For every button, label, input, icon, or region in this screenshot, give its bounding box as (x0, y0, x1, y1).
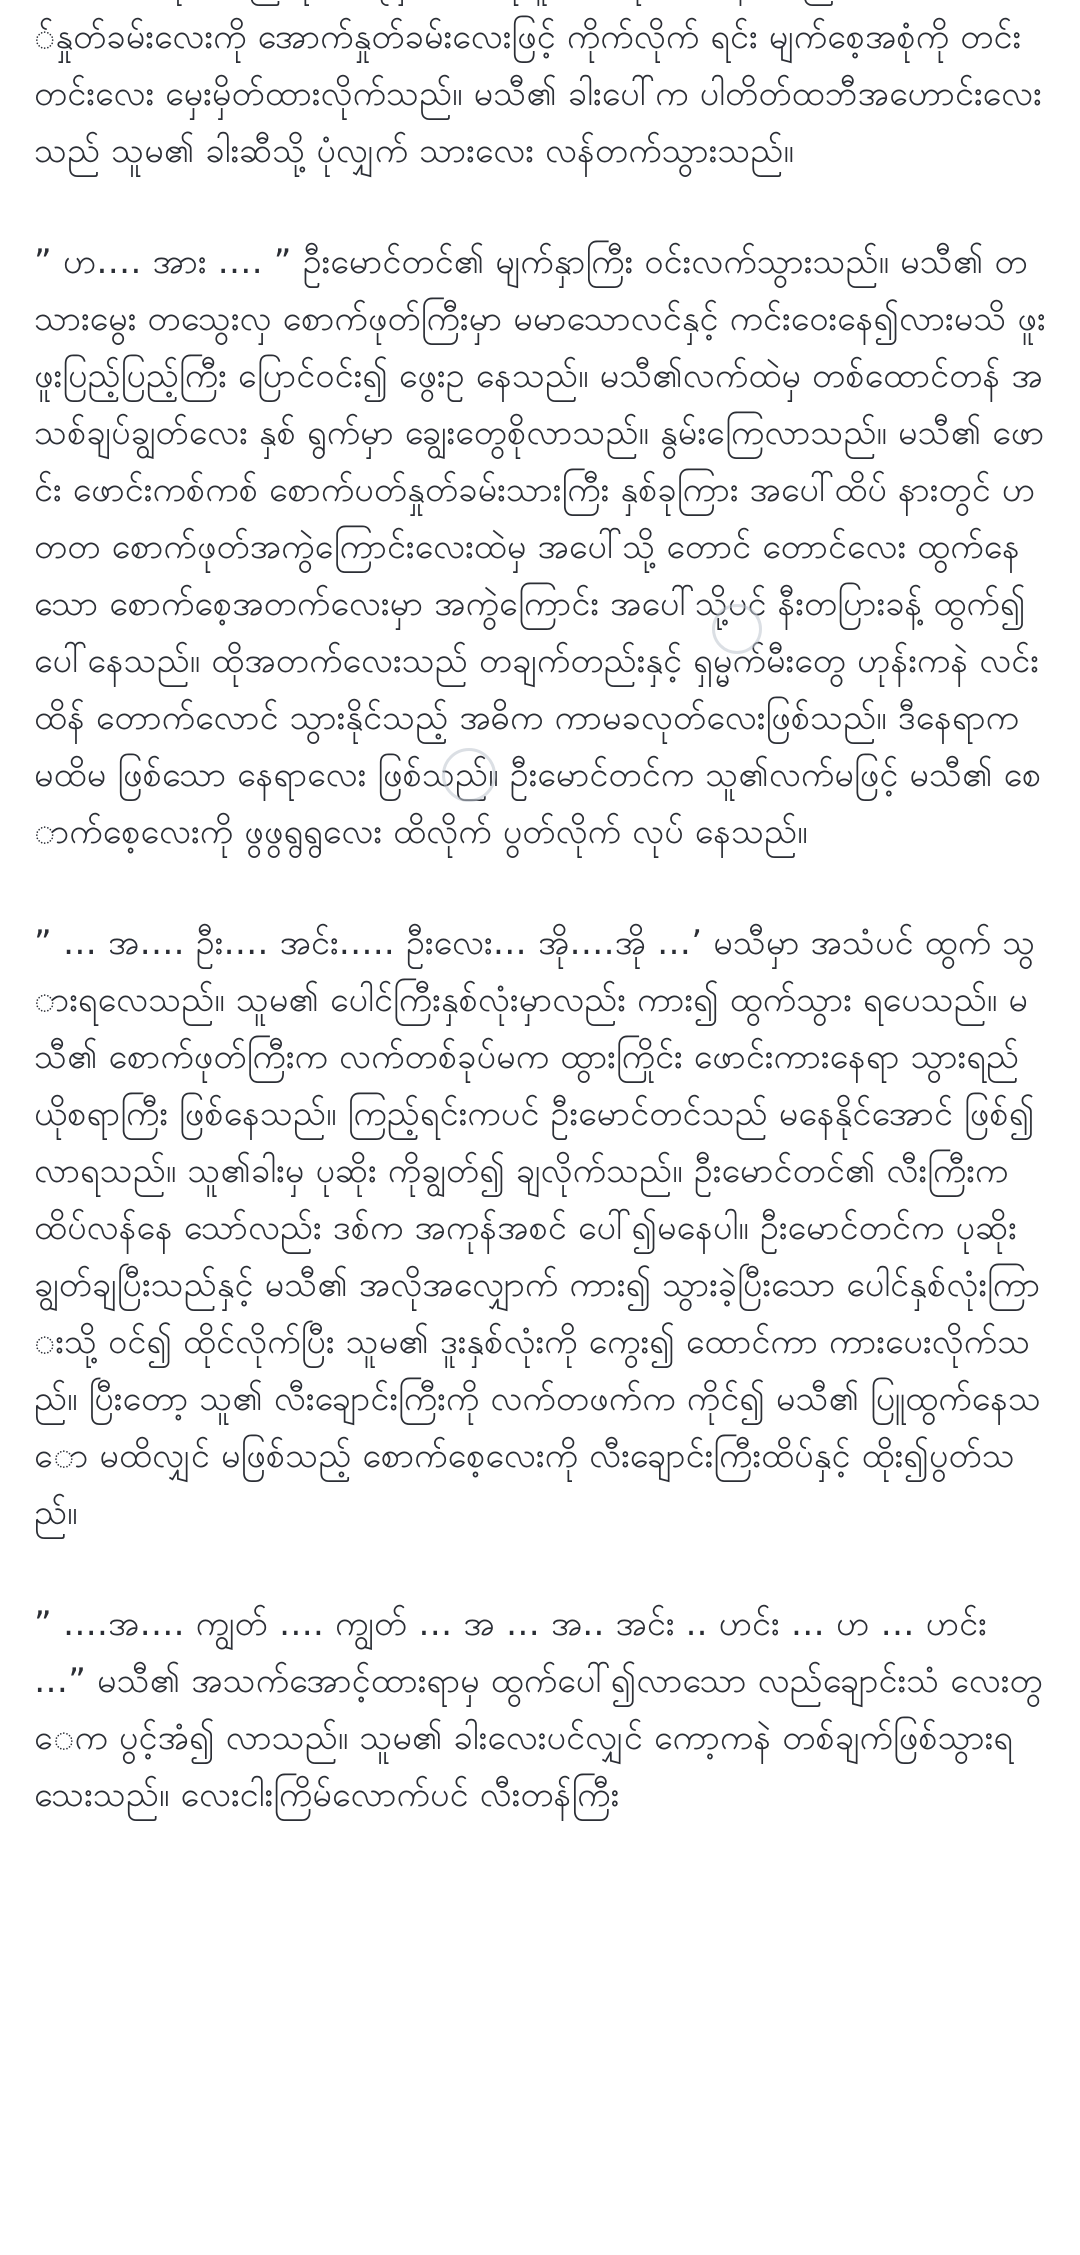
story-paragraph-3: ” … အ…. ဦး…. အင်း….. ဦးလေး… အို….အို …’ မသီမှာ အသံပင် ထွက် သွားရလေသည်။ သူမ၏ ပေါင်ကြီးနှစ်လုံးမှာလည်း ကား၍ ထွက်သွား ရပေသည်။ မသီ၏ စောက်ဖုတ်ကြီးက လက်တစ်ခုပ်မက ထွားကြိုင်း ဖောင်းကားနေရာ သွားရည်ယိုစရာကြီး ဖြစ်နေသည်။ ကြည့်ရင်းကပင် ဦးမောင်တင်သည် မနေနိုင်အောင် ဖြစ်၍လာရသည်။ သူ၏ခါးမှ ပုဆိုး ကိုချွတ်၍ ချလိုက်သည်။ ဦးမောင်တင်၏ လီးကြီးက ထိပ်လန်နေ သော်လည်း ဒစ်က အကုန်အစင် ပေါ်၍မနေပါ။ ဦးမောင်တင်က ပုဆိုး ချွတ်ချပြီးသည်နှင့် မသီ၏ အလိုအလျှောက် ကား၍ သွားခဲ့ပြီးသော ပေါင်နှစ်လုံးကြားသို့ ဝင်၍ ထိုင်လိုက်ပြီး သူမ၏ ဒူးနှစ်လုံးကို ကွေး၍ ထောင်ကာ ကားပေးလိုက်သည်။ ပြီးတော့ သူ၏ လီးချောင်းကြီးကို လက်တဖက်က ကိုင်၍ မသီ၏ ပြူထွက်နေသော မထိလျှင် မဖြစ်သည့် စောက်စေ့လေးကို လီးချောင်းကြီးထိပ်နှင့် ထိုး၍ပွတ်သည်။ (34, 923, 1042, 1533)
story-paragraph-1: နှုတ်ခမ်းလေးကို အောက်နှုတ်ခမ်းလေးဖြင့် ကိုက်လိုက် ရင်း မျက်စေ့အစုံကို တင်းတင်းလေး မှေးမှိတ်ထားလိုက်သည်။ မသီ၏ ခါးပေါ်က ပါတိတ်ထဘီအဟောင်းလေးသည် သူမ၏ ခါးဆီသို့ ပုံလျှက် သားလေး လန်တက်သွားသည်။ (34, 17, 1042, 171)
story-paragraph-2: ” ဟ…. အား …. ” ဦးမောင်တင်၏ မျက်နှာကြီး ဝင်းလက်သွားသည်။ မသီ၏ တသားမွေး တသွေးလှ စောက်ဖုတ်ကြီးမှာ မမာသောလင်နှင့် ကင်းဝေးနေ၍လားမသိ ဖူးဖူးပြည့်ပြည့်ကြီး ပြောင်ဝင်း၍ ဖွေးဥ နေသည်။ မသီ၏လက်ထဲမှ တစ်ထောင်တန် အသစ်ချပ်ချွတ်လေး နှစ် ရွက်မှာ ချွေးတွေစိုလာသည်။ နွမ်းကြေလာသည်။ မသီ၏ ဖောင်း ဖောင်းကစ်ကစ် စောက်ပတ်နှုတ်ခမ်းသားကြီး နှစ်ခုကြား အပေါ်ထိပ် နားတွင် ဟတတ စောက်ဖုတ်အကွဲကြောင်းလေးထဲမှ အပေါ်သို့ တောင် တောင်လေး ထွက်နေသော စောက်စေ့အတက်လေးမှာ အကွဲကြောင်း အပေါ်သို့ပင် နီးတပြားခန့် ထွက်၍ ပေါ်နေသည်။ ထိုအတက်လေးသည် တချက်တည်းနှင့် ရှမ္မက်မီးတွေ ဟုန်းကနဲ လင်းထိန် တောက်လောင် သွားနိုင်သည့် အဓိက ကာမခလုတ်လေးဖြစ်သည်။ ဒီနေရာက မထိမ ဖြစ်သော နေရာလေး ဖြစ်သည်။ ဦးမောင်တင်က သူ၏လက်မဖြင့် မသီ၏ စောက်စေ့လေးကို ဖွဖွရွရွလေး ထိလိုက် ပွတ်လိုက် လုပ် နေသည်။ (34, 242, 1046, 852)
story-paragraph-4: ” ….အ…. ကျွတ် …. ကျွတ် … အ … အ.. အင်း .. ဟင်း … ဟ … ဟင်း …” မသီ၏ အသက်အောင့်ထားရာမှ ထွက်ပေါ်၍လာသော လည်ချောင်းသံ လေးတွေက ပွင့်အံ၍ လာသည်။ သူမ၏ ခါးလေးပင်လျှင် ကော့ကနဲ တစ်ချက်ဖြစ်သွားရသေးသည်။ လေးငါးကြိမ်လောက်ပင် လီးတန်ကြီး (34, 1604, 1043, 1815)
